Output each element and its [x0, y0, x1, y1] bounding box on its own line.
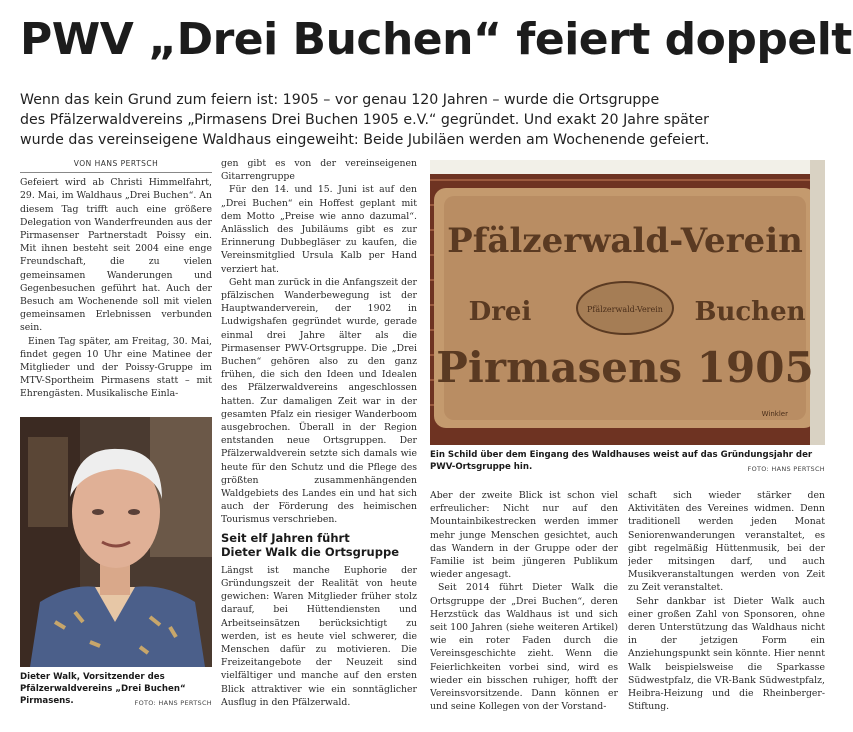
byline: VON HANS PERTSCH: [20, 157, 212, 173]
lead-paragraph: [20, 90, 840, 150]
paragraph: Geht man zurück in die Anfangszeit der pfälzischen Wanderbewegung ist der Hauptwanderverein, der 1902 in Ludwigshafen gegründet wurde, gerade einmal drei Jahre älter als die Pirmasenser PWV-Ortsgruppe. Die „Drei Buchen“ gehören also zu den ganz frühen, die sich den Ideen und Idealen des Pfälzerwaldvereins angeschlossen hatten. Zur damaligen Zeit war in der gesamten Pfalz ein riesiger Wanderboom ausgebrochen. Überall in der Region entstanden neue Ortsgruppen. Der Pfälzerwaldverein setzte sich damals wie heute für den Schutz und die Pflege des größten zusammenhängenden Waldgebiets des Landes ein und hat sich auch der Förderung des heimischen Tourismus verschrieben.: [221, 276, 417, 526]
portrait-caption: [20, 671, 212, 709]
sign-word-left: Drei: [468, 297, 532, 327]
sign-illustration: [430, 160, 825, 445]
subheading-line: Dieter Walk die Ortsgruppe: [221, 544, 400, 559]
sign-maker-mark: Winkler: [761, 410, 788, 418]
photo-credit: FOTO: HANS PERTSCH: [134, 699, 212, 707]
portrait-illustration: [20, 417, 212, 667]
paragraph: Längst ist manche Euphorie der Gründungszeit der Realität von heute gewichen: Waren Mitglieder früher stolz darauf, bei Hüttendiensten und Arbeitseinsätzen berücksichtigt zu werden, ist es heute viel schwerer, die Menschen dafür zu motivieren. Die Freizeitangebote der Neuzeit sind vielfältiger und manche auf den ersten Blick attraktiver wie ein sonntäglicher Ausflug in den Pfälzerwald.: [221, 564, 417, 708]
sign-caption: [430, 449, 825, 475]
sign-word-right: Buchen: [694, 297, 806, 327]
article-column-4: [628, 489, 825, 714]
paragraph: Aber der zweite Blick ist schon viel erfreulicher: Nicht nur auf den Mountainbikestrecken werden immer mehr junge Menschen gesichtet, auch das Wandern in der Gruppe oder der Familie ist beim jüngeren Publikum wieder angesagt.: [430, 490, 618, 581]
article-column-2: [221, 157, 417, 717]
lead-line: wurde das vereinseigene Waldhaus eingeweiht: Beide Jubiläen werden am Wochenende gefeiert.: [20, 132, 710, 148]
sign-line-1: Pfälzerwald-Verein: [447, 221, 803, 261]
paragraph: gen gibt es von der vereinseigenen Gitarrengruppe: [221, 158, 417, 183]
photo-credit: FOTO: HANS PERTSCH: [747, 465, 825, 473]
paragraph: Einen Tag später, am Freitag, 30. Mai, findet gegen 10 Uhr eine Matinee der Mitglieder und der Poissy-Gruppe im MTV-Sportheim Pirmasens statt – mit Ehrengästen. Musikalische Einla-: [20, 335, 212, 400]
caption-text: Ein Schild über dem Eingang des Waldhauses weist auf das Gründungsjahr der PWV-Ortsgruppe hin.: [430, 450, 813, 472]
article-column-1: [20, 157, 212, 407]
paragraph: schaft sich wieder stärker den Aktivitäten des Vereines widmen. Denn traditionell werden jeden Monat Seniorenwanderungen veranstaltet, es gibt regelmäßig Hüttenmusik, bei der jeder mitsingen darf, und auch Musikveranstaltungen werden von Zeit zu Zeit veranstaltet.: [628, 490, 825, 594]
portrait-photo: [20, 417, 212, 667]
sign-line-3: Pirmasens 1905: [436, 343, 814, 392]
paragraph: Für den 14. und 15. Juni ist auf den „Drei Buchen“ ein Hoffest geplant mit dem Motto „Preise wie anno dazumal“. Anlässlich des Jubiläums gibt es zur Erinnerung Dubbegläser zu kaufen, die Vereinsmitglied Ursula Kalb per Hand verziert hat.: [221, 184, 417, 275]
sign-photo: [430, 160, 825, 445]
lead-line: des Pfälzerwaldvereins „Pirmasens Drei Buchen 1905 e.V.“ gegründet. Und exakt 20 Jahre später: [20, 112, 709, 128]
article-column-3: [430, 489, 618, 714]
subheading-line: Seit elf Jahren führt: [221, 530, 350, 545]
caption-text: Dieter Walk, Vorsitzender des Pfälzerwaldvereins „Drei Buchen“ Pirmasens.: [20, 672, 186, 706]
headline: PWV „Drei Buchen“ feiert doppelt: [20, 14, 852, 65]
paragraph: Seit 2014 führt Dieter Walk die Ortsgruppe der „Drei Buchen“, deren Herzstück das Waldhaus ist und sich seit 100 Jahren (siehe weiteren Artikel) wie ein roter Faden durch die Vereinsgeschichte zieht. Wenn die Feierlichkeiten vorbei sind, wird es wieder ein bisschen ruhiger, hofft der Vereinsvorsitzende. Dann können er und seine Kollegen von der Vorstand-: [430, 582, 618, 713]
lead-line: Wenn das kein Grund zum feiern ist: 1905 – vor genau 120 Jahren – wurde die Ortsgruppe: [20, 92, 660, 108]
paragraph: Gefeiert wird ab Christi Himmelfahrt, 29. Mai, im Waldhaus „Drei Buchen“. An diesem Tag trifft auch eine größere Delegation von Wanderfreunden aus der Pirmasenser Partnerstadt Poissy ein. Mit ihnen besteht seit 2004 eine enge Freundschaft, die zu vielen gemeinsamen Wanderungen und Gegenbesuchen geführt hat. Auch der Besuch am Wochenende soll mit vielen gemeinsamen Erlebnissen verbunden sein.: [20, 177, 212, 334]
subheading: [221, 531, 417, 559]
sign-badge-text: Pfälzerwald-Verein: [587, 305, 663, 314]
paragraph: Sehr dankbar ist Dieter Walk auch einer großen Zahl von Sponsoren, ohne deren Unterstützung das Waldhaus nicht in der jetzigen Form ein Anziehungspunkt sein könnte. Hier nennt Walk beispielsweise die Sparkasse Südwestpfalz, die VR-Bank Südwestpfalz, Heibra-Heizung und die Rheinberger-Stiftung.: [628, 595, 825, 713]
